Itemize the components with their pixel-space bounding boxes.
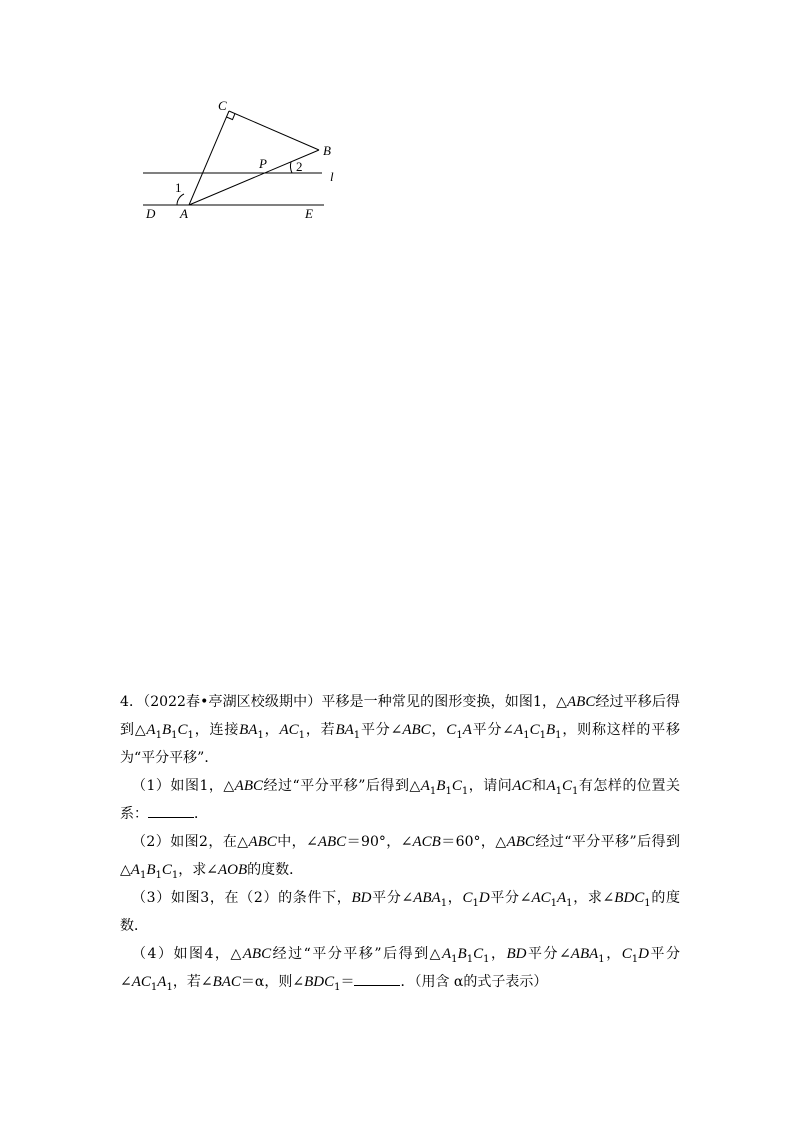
q4-text: ，若 (172, 974, 201, 990)
problem-4 (120, 688, 680, 996)
intro-text: 平分 (360, 722, 391, 738)
intro-text: 经过平移后得到 (120, 694, 680, 738)
q4-text: ．（用含 α的式子表示） (400, 974, 548, 990)
answer-blank-1[interactable] (148, 803, 194, 818)
q4-text: 经过“平分平移”后得到 (271, 946, 430, 962)
q2-text: ＝90°， (346, 834, 401, 850)
q4-text: 平分 (648, 946, 680, 962)
intro-text: 平移是一种常见的图形变换，如图1， (321, 694, 557, 710)
q2-text: 的度数． (247, 862, 304, 878)
q4-text: ＝α，则 (240, 974, 293, 990)
q2-text: 经过“平分平移”后得到 (534, 834, 680, 850)
question-4: （4）如图4，△ABC经过“平分平移”后得到$\triangle A_1B_1C_1$，BD平分$\angle ABA_1$，$C_1D$平分$\angle AC_1A_1$，若∠BAC＝α，则$\angle BDC_1=$ ．（用含 α的式子表示） (120, 946, 680, 993)
angle-1-arc (177, 194, 184, 205)
label-d: D (146, 206, 156, 221)
geometry-figure (0, 0, 794, 240)
q3-text: 平分 (489, 890, 520, 906)
punct: ， (489, 946, 507, 962)
label-a: A (180, 206, 188, 221)
label-l: l (330, 169, 334, 184)
problem-number: 4． (120, 694, 144, 710)
intro-text: 平分 (471, 722, 503, 738)
question-1: （1）如图1，△ABC经过“平分平移”后得到$\triangle A_1B_1C_1$，请问AC和$A_1C_1$有怎样的位置关系： ． (120, 778, 680, 822)
q3-text: 的度数． (120, 890, 680, 934)
punct: ， (447, 890, 463, 906)
q4-text: 平分 (526, 946, 560, 962)
label-1: 1 (175, 180, 182, 195)
segment-cb (229, 111, 319, 150)
punct: ． (194, 806, 208, 822)
q4-text: （4）如图4， (132, 946, 231, 962)
punct: ， (604, 946, 622, 962)
problem-intro: 4．（2022春•亭湖区校级期中）平移是一种常见的图形变换，如图1，△ABC经过平移后得到$\triangle A_1B_1C_1$，连接$BA_1$，$AC_1$，若$BA_1$平分∠ABC，$C_1A$平分$\angle A_1C_1B_1$，则称这样的平移为“平分平移”． (120, 694, 681, 766)
q2-text: （2）如图2，在 (132, 834, 238, 850)
label-p: P (259, 156, 267, 171)
q1-text: （1）如图1， (132, 778, 224, 794)
q1-text: 经过“平分平移”后得到 (263, 778, 410, 794)
angle-2-arc (290, 162, 292, 173)
q2-text: ，求 (178, 862, 207, 878)
answer-blank-4[interactable] (354, 971, 400, 986)
q1-text: 和 (531, 778, 547, 794)
question-2: （2）如图2，在△ABC中，∠ABC＝90°，∠ACB＝60°，△ABC经过“平分平移”后得到$\triangle A_1B_1C_1$，求∠AOB的度数． (120, 834, 680, 881)
q3-text: 平分 (371, 890, 402, 906)
punct: ， (430, 722, 447, 738)
intro-text: ，则称这样的平移为“平分平移”． (120, 722, 681, 766)
q2-text: 中， (276, 834, 307, 850)
label-b: B (323, 143, 331, 158)
q1-text: ，请问 (468, 778, 513, 794)
question-3: （3）如图3，在（2）的条件下，BD平分$\angle ABA_1$，$C_1D$平分$\angle AC_1A_1$，求$\angle BDC_1$的度数． (120, 890, 680, 934)
problem-source: （2022春•亭湖区校级期中） (143, 694, 322, 710)
q3-text: ，求 (572, 890, 603, 906)
punct: ， (263, 722, 280, 738)
label-e: E (305, 206, 313, 221)
intro-text: ，连接 (193, 722, 240, 738)
q2-text: ＝60°， (440, 834, 496, 850)
q4-text: ＝ (340, 974, 355, 990)
label-2: 2 (296, 159, 303, 174)
intro-text: ，若 (305, 722, 336, 738)
q3-text: （3）如图3，在（2）的条件下， (132, 890, 352, 906)
q1-text: 有怎样的位置关系： (120, 778, 680, 822)
label-c: C (218, 98, 227, 113)
